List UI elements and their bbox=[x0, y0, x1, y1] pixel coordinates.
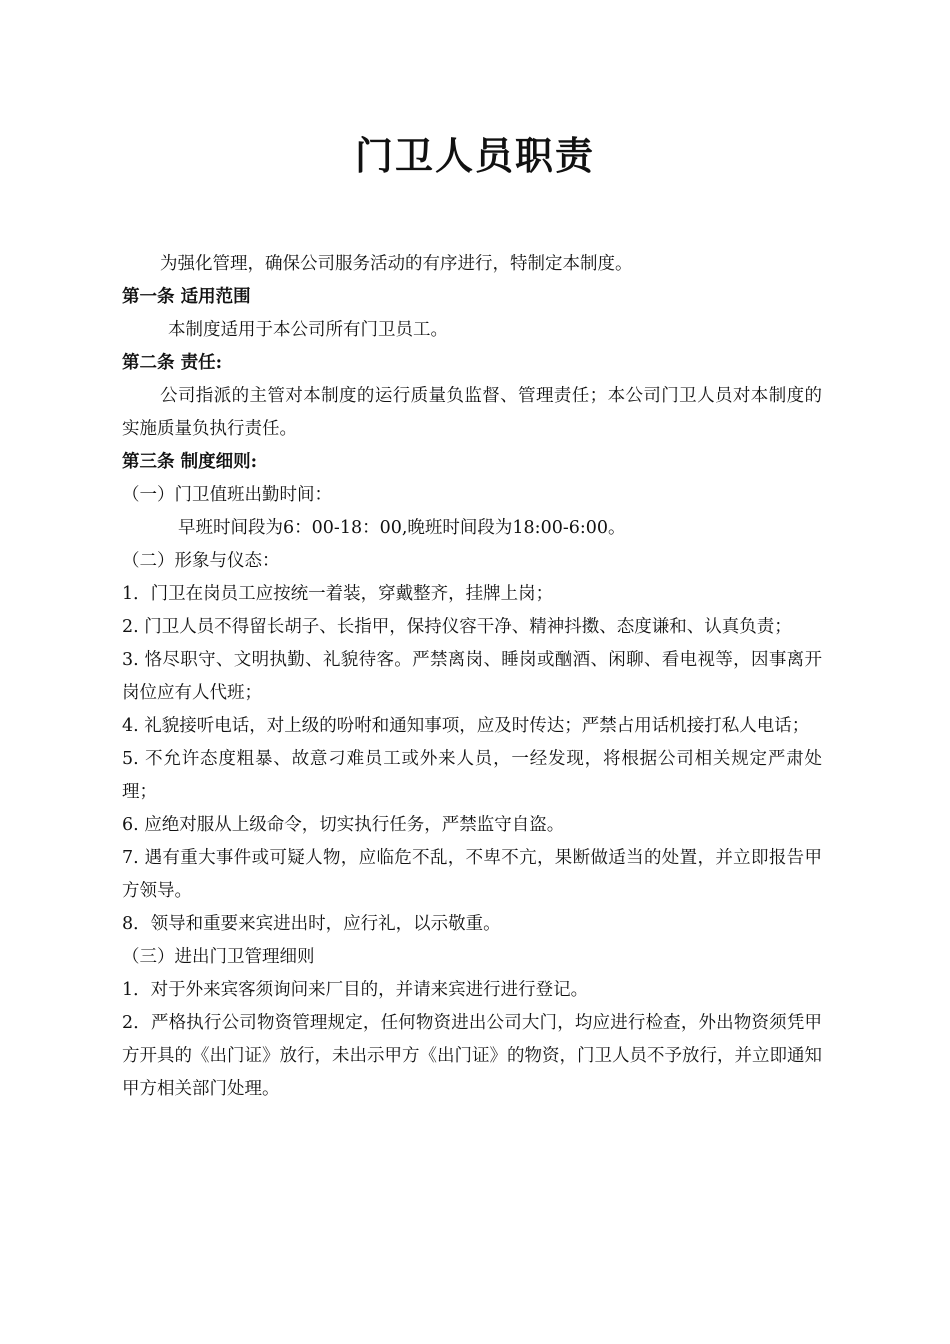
list-item: 4. 礼貌接听电话，对上级的吩咐和通知事项，应及时传达；严禁占用话机接打私人电话； bbox=[122, 716, 810, 736]
section1-text: 早班时间段为6：00-18：00,晚班时间段为18:00-6:00。 bbox=[178, 518, 626, 538]
list-item: 3. 恪尽职守、文明执勤、礼貌待客。严禁离岗、睡岗或酗酒、闲聊、看电视等，因事离开岗位应有人代班； bbox=[122, 650, 822, 703]
list-item: 7. 遇有重大事件或可疑人物，应临危不乱，不卑不亢，果断做适当的处置，并立即报告甲方领导。 bbox=[122, 848, 822, 901]
list-item: 2．严格执行公司物资管理规定，任何物资进出公司大门，均应进行检查，外出物资须凭甲方开具的《出门证》放行，未出示甲方《出门证》的物资，门卫人员不予放行，并立即通知甲方相关部门处理。 bbox=[122, 1013, 822, 1099]
article1-heading: 第一条 适用范围 bbox=[122, 287, 251, 307]
list-item: 1．对于外来宾客须询问来厂目的，并请来宾进行进行登记。 bbox=[122, 980, 589, 1000]
section1-heading: （一）门卫值班出勤时间： bbox=[122, 485, 332, 505]
article2-heading: 第二条 责任: bbox=[122, 353, 223, 373]
document-body bbox=[122, 248, 822, 1106]
article2-text: 公司指派的主管对本制度的运行质量负监督、管理责任；本公司门卫人员对本制度的实施质量负执行责任。 bbox=[122, 386, 822, 439]
list-item: 8．领导和重要来宾进出时，应行礼，以示敬重。 bbox=[122, 914, 501, 934]
article1-text: 本制度适用于本公司所有门卫员工。 bbox=[168, 320, 448, 340]
section2-heading: （二）形象与仪态： bbox=[122, 551, 280, 571]
list-item: 5. 不允许态度粗暴、故意刁难员工或外来人员，一经发现，将根据公司相关规定严肃处理； bbox=[122, 749, 822, 802]
list-item: 2. 门卫人员不得留长胡子、长指甲，保持仪容干净、精神抖擞、态度谦和、认真负责； bbox=[122, 617, 792, 637]
document-title: 门卫人员职责 bbox=[354, 133, 595, 178]
list-item: 1．门卫在岗员工应按统一着装，穿戴整齐，挂牌上岗； bbox=[122, 584, 554, 604]
list-item: 6. 应绝对服从上级命令，切实执行任务，严禁监守自盗。 bbox=[122, 815, 565, 835]
intro-paragraph: 为强化管理，确保公司服务活动的有序进行，特制定本制度。 bbox=[160, 254, 633, 274]
article3-heading: 第三条 制度细则: bbox=[122, 452, 258, 472]
section3-heading: （三）进出门卫管理细则 bbox=[122, 947, 315, 967]
